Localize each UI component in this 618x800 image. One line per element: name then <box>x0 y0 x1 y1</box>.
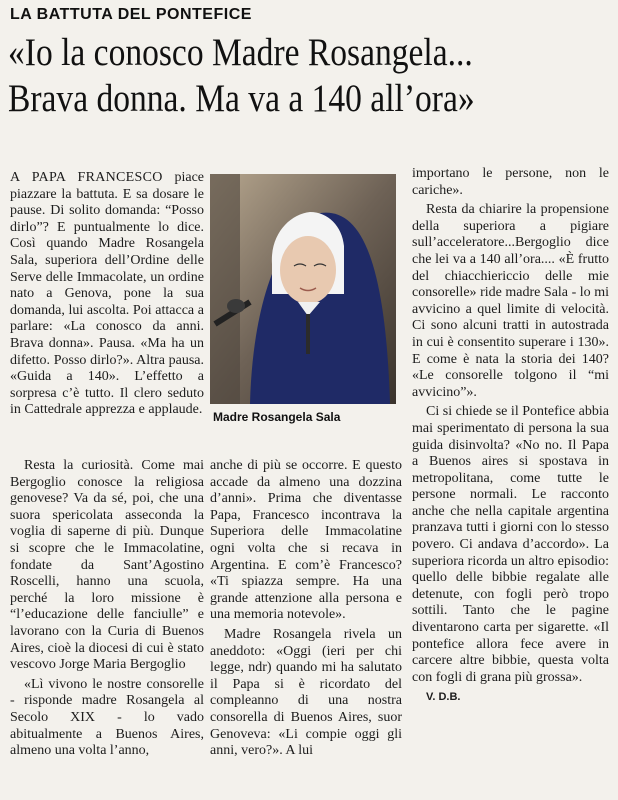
paragraph: Resta la curiosità. Come mai Bergoglio conosce la religiosa genovese? Va da sé, poi, che una suora spericolata asseconda la voglia di saperne di più. Dunque si scopre che le Immacolatine, fondate da Sant’Agostino Roscelli, hanno una scuola, perché la loro missione è “l’educazione delle fanciulle” e lavorano con la Curia di Buenos Aires, cioè la diocesi di cui è stato vescovo Jorge Maria Bergoglio <box>10 458 204 673</box>
paragraph: Madre Rosangela rivela un aneddoto: «Oggi (ieri per chi legge, ndr) quando mi ha salutato il Papa si è ricordato del compleanno di una nostra consorella di Buenos Aires, suor Genoveva: «Li compie oggi gli anni, vero?». A lui <box>210 626 402 759</box>
headline-line-2: Brava donna. Ma va a 140 all’ora» <box>8 77 475 120</box>
photo-caption: Madre Rosangela Sala <box>213 410 341 424</box>
headline-line-1: «Io la conosco Madre Rosangela... <box>8 31 473 74</box>
lead-in: A PAPA FRANCESCO <box>10 170 163 185</box>
paragraph-text: piace piazzare la battuta. E sa dosare le pause. Di solito domanda: “Posso dirlo”? E puntualmente lo dice. Così quando Madre Rosangela Sala, superiora dell’Ordine delle Serve delle Immacolate, un ordine nato a Genova, pone la sua domanda, lui ascolta. Poi attacca a parlare: «La conosco da anni. Brava donna». Pausa. «Ma ha un difetto. Posso dirlo?». Altra pausa. «Guida a 140». L’effetto a sorpresa c’è tutto. Il clero seduto in Cattedrale apprezza e applaude. <box>10 170 205 418</box>
article-column-1-top <box>10 170 204 419</box>
paragraph <box>10 170 204 419</box>
paragraph: «Lì vivono le nostre consorelle - risponde madre Rosangela al Secolo XIX - lo vado abitualmente a Buenos Aires, almeno una volta l’anno, <box>10 676 204 759</box>
paragraph: anche di più se occorre. E questo accade da almeno una dozzina d’anni». Prima che diventasse Papa, Francesco incontrava la Superiora delle Immacolatine ogni volta che si recava in Argentina. E com’è Francesco? «Ti spiazza sempre. Ha una grande attenzione alla persona e una memoria notevole». <box>210 458 402 623</box>
author-signature: V. D.B. <box>426 691 461 704</box>
paragraph: Ci si chiede se il Pontefice abbia mai sperimentato di persona la sua guida disinvolta? «No no. Il Papa a Buenos aires si spostava in metropolitana, come tutte le persone normali. Le racconto anche che nella capitale argentina pranzava tutti i giorni con lo stesso povero. Ci andava d’accordo». La superiora ricorda un altro episodio: quello delle bibbie regalate alle detenute, con fogli però tropo sottili. Tanto che le pagine diventarono carta per sigarette. «Il pontefice allora fece avere in carcere altre bibbie, questa volta con fogli di grana più grossa». <box>412 404 609 685</box>
paragraph: importano le persone, non le cariche». <box>412 166 609 198</box>
article-column-3 <box>412 166 609 706</box>
headline <box>8 30 528 122</box>
article-column-1-bottom <box>10 458 204 760</box>
article-column-2 <box>210 458 402 760</box>
nun-photo-illustration <box>210 174 396 404</box>
kicker: LA BATTUTA DEL PONTEFICE <box>10 6 252 23</box>
paragraph: Resta da chiarire la propensione della superiora a pigiare sull’acceleratore...Bergoglio dice che lei va a 140 all’ora.... «È frutto del chiacchiericcio delle mie consorelle» ride madre Sala - lo mi avvicino a quel limite di velocità. Ci sono alcuni tratti in autostrada in cui è consentito superare i 130». E come è nata la storia dei 140? «Le consorelle tolgono il “mi avvicino”». <box>412 202 609 400</box>
nun-photo <box>210 174 396 404</box>
